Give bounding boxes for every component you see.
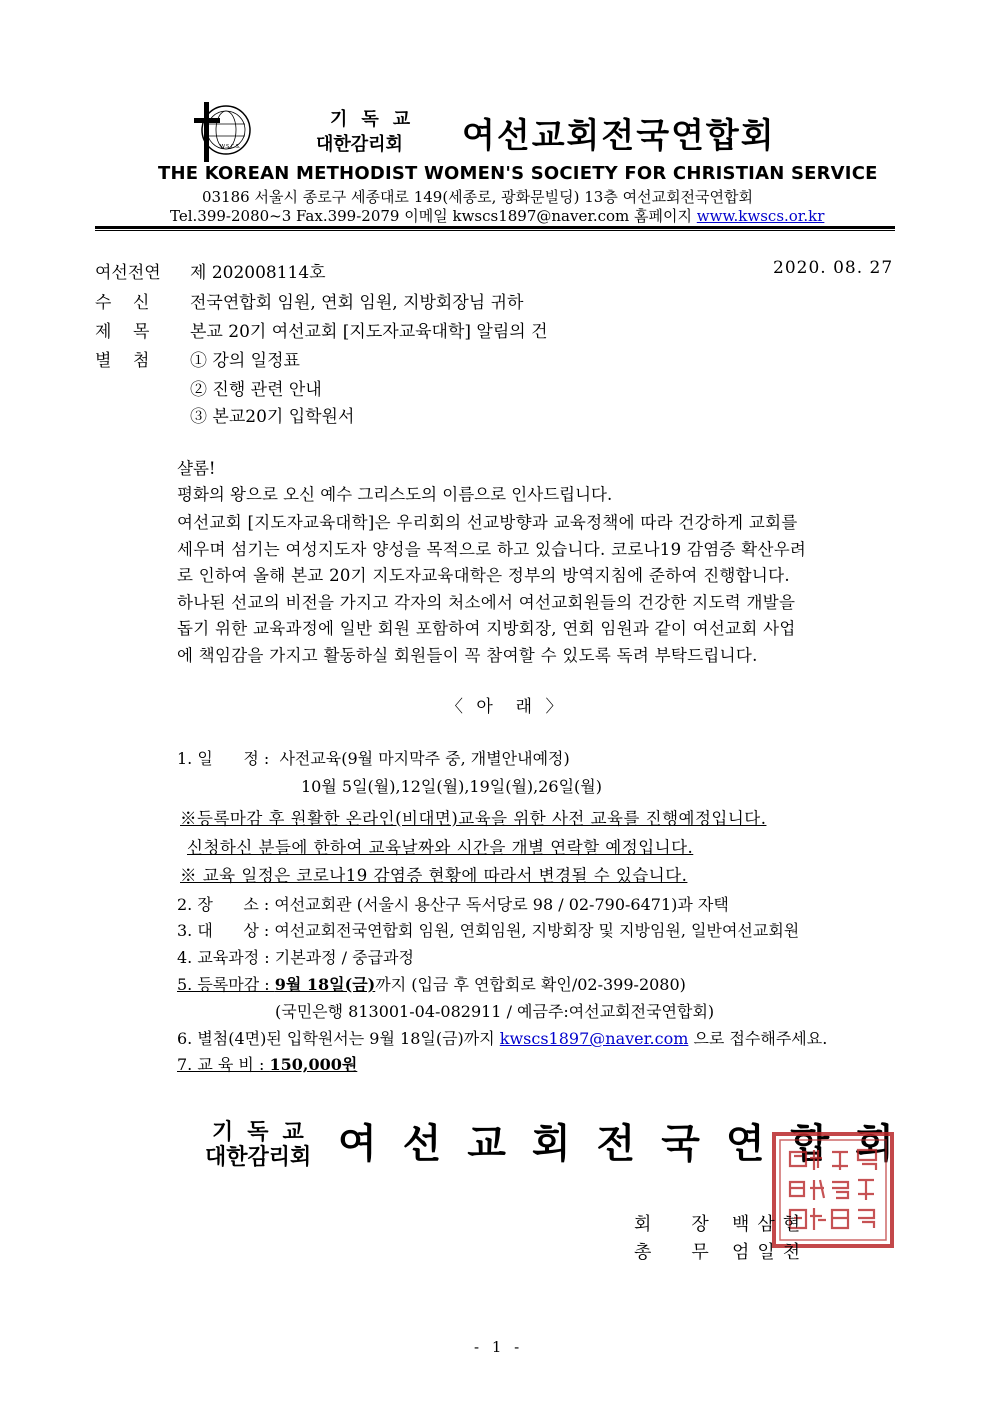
schedule-dates: 10월 5일(월),12일(월),19일(월),26일(월) — [301, 777, 603, 796]
bank-info: (국민은행 813001-04-082911 / 예금주:여선교회전국연합회) — [275, 1002, 715, 1021]
footer-org-name: 여선교회전국연합회 — [338, 1121, 920, 1167]
header-contact-text: Tel.399-2080~3 Fax.399-2079 이메일 kwscs1897@naver.com 홈페이지 — [170, 207, 697, 225]
header-contact — [170, 205, 824, 226]
fee-item — [177, 1052, 357, 1075]
deadline-item — [177, 972, 686, 995]
deadline-label: 5. 등록마감 : — [177, 975, 275, 994]
page-number: - 1 - — [474, 1338, 524, 1356]
recipient-label: 수 신 — [95, 293, 150, 313]
header-denomination-line2: 대한감리회 — [316, 134, 403, 155]
footer-denomination-line1: 기독교 — [212, 1120, 318, 1145]
body-line: 돕기 위한 교육과정에 일반 회원 포함하여 지방회장, 연회 임원과 같이 여선교회 사업 — [177, 619, 796, 638]
deadline-date: 9월 18일(금) — [274, 975, 376, 994]
doc-number: 제 202008114호 — [190, 263, 326, 283]
fee-label: 7. 교 육 비 : — [177, 1055, 270, 1074]
application-text: 6. 별첨(4면)된 입학원서는 9월 18일(금)까지 — [177, 1029, 500, 1048]
application-suffix: 으로 접수해주세요. — [688, 1029, 828, 1048]
body-line: 하나된 선교의 비전을 가지고 각자의 처소에서 여선교회원들의 건강한 지도력 개발을 — [177, 593, 796, 612]
svg-text:W.S.C.S.: W.S.C.S. — [220, 144, 241, 150]
recipient: 전국연합회 임원, 연회 임원, 지방회장님 귀하 — [190, 293, 524, 313]
body-line: 세우며 섬기는 여성지도자 양성을 목적으로 하고 있습니다. 코로나19 감염증 확산우려 — [177, 540, 807, 559]
body-line: 평화의 왕으로 오신 예수 그리스도의 이름으로 인사드립니다. — [177, 485, 613, 504]
attachment-label: 별 첨 — [95, 351, 150, 371]
header-divider-thick — [95, 226, 895, 229]
header-denomination-line1: 기독교 — [330, 109, 425, 130]
president-label: 회장 — [634, 1214, 749, 1235]
header-website-link[interactable]: www.kwscs.or.kr — [696, 207, 825, 225]
header-divider-thin — [95, 230, 895, 231]
header-english-name: THE KOREAN METHODIST WOMEN'S SOCIETY FOR CHRISTIAN SERVICE — [158, 163, 878, 184]
subject-label: 제 목 — [95, 322, 150, 342]
president-name: 백삼현 — [732, 1214, 809, 1235]
notice-line: 신청하신 분들에 한하여 교육날짜와 시간을 개별 연락할 예정입니다. — [187, 838, 694, 857]
footer-denomination-line2: 대한감리회 — [205, 1145, 312, 1170]
application-item — [177, 1026, 827, 1049]
subject: 본교 20기 여선교회 [지도자교육대학] 알림의 건 — [190, 322, 548, 342]
fee-value: 150,000원 — [269, 1055, 358, 1074]
notice-line: ※ 교육 일정은 코로나19 감염증 현황에 따라서 변경될 수 있습니다. — [180, 866, 688, 885]
schedule-value: 사전교육(9월 마지막주 중, 개별안내예정) — [279, 749, 570, 768]
attachment-item: ③ 본교20기 입학원서 — [190, 407, 355, 427]
attachment-item: ② 진행 관련 안내 — [190, 380, 322, 400]
below-heading: 〈 아 래 〉 — [446, 697, 567, 717]
target-item: 3. 대 상 : 여선교회전국연합회 임원, 연회임원, 지방회장 및 지방임원, 일반여선교회원 — [177, 921, 800, 940]
secretary-label: 총무 — [634, 1242, 749, 1263]
deadline-rest: 까지 (입금 후 연합회로 확인/02-399-2080) — [375, 975, 686, 994]
schedule-label: 1. 일 정 : — [177, 749, 270, 768]
secretary-name: 엄일천 — [732, 1242, 809, 1263]
doc-number-label: 여선전연 — [95, 263, 161, 283]
body-line: 여선교회 [지도자교육대학]은 우리회의 선교방향과 교육정책에 따라 건강하게 교회를 — [177, 513, 798, 532]
place-item: 2. 장 소 : 여선교회관 (서울시 용산구 독서당로 98 / 02-790-6471)과 자택 — [177, 895, 729, 914]
course-item: 4. 교육과정 : 기본과정 / 중급과정 — [177, 948, 414, 967]
body-line: 에 책임감을 가지고 활동하실 회원들이 꼭 참여할 수 있도록 독려 부탁드립니다. — [177, 646, 758, 665]
header-org-name: 여선교회전국연합회 — [462, 116, 776, 156]
body-line: 로 인하여 올해 본교 20기 지도자교육대학은 정부의 방역지침에 준하여 진행합니다. — [177, 566, 790, 585]
attachment-item: ① 강의 일정표 — [190, 351, 300, 371]
greeting: 샬롬! — [177, 459, 216, 478]
header-address: 03186 서울시 종로구 세종대로 149(세종로, 광화문빌딩) 13층 여선교회전국연합회 — [202, 188, 754, 206]
schedule-item — [177, 746, 570, 769]
doc-date: 2020. 08. 27 — [773, 258, 894, 278]
application-email-link[interactable]: kwscs1897@naver.com — [499, 1029, 689, 1048]
notice-line: ※등록마감 후 원활한 온라인(비대면)교육을 위한 사전 교육를 진행예정입니다. — [180, 809, 767, 828]
organization-logo-icon — [190, 100, 254, 164]
